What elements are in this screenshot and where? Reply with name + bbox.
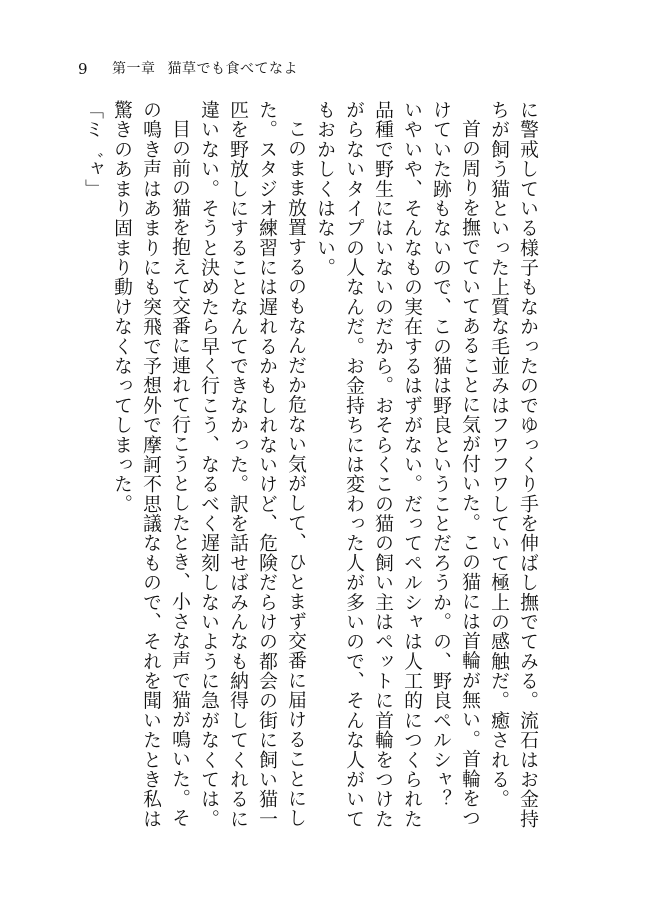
- chapter-title: 猫草でも食べてなよ: [167, 61, 298, 77]
- paragraph: 首の周りを撫でていてあることに気が付いた。この猫には首輪が無い。首輪をつけていた跡もないので、この猫は野良ということだろうか。の、野良ペルシャ？ いやいや、そんなもの実在するはずがない。だってペルシャは人工的につくられた品種で野生にはいないのだから。おそらくこの猫の飼い主はペットに首輪をつけたがらないタイプの人なんだ。お金持ちには変わった人が多いので、そんな人がいてもおかしくはない。: [314, 100, 480, 829]
- chapter-label: 第一章: [112, 61, 156, 77]
- paragraph: このまま放置するのもなんだか危ない気がして、ひとまず交番に届けることにした。スタジオ練習には遅れるかもしれないけど、危険だらけの都会の街に飼い猫一匹を野放しにすることなんてできなかった。訳を話せばみんなも納得してくれるに違いない。そうと決めたら早く行こう、なるべく遅刻しないように急がなくては。: [198, 100, 306, 829]
- page-number: 9: [78, 60, 88, 78]
- paragraph: に警戒している様子もなかったのでゆっくり手を伸ばし撫でてみる。流石はお金持ちが飼う猫といった上質な毛並みはフワフワしていて極上の感触だ。癒される。: [488, 100, 538, 829]
- paragraph: 目の前の猫を抱えて交番に連れて行こうとしたとき、小さな声で猫が鳴いた。その鳴き声はあまりにも突飛で予想外で摩訶不思議なもので、それを聞いたとき私は驚きのあまり固まり動けなくなってしまった。: [111, 100, 190, 829]
- vertical-text-body: [82, 100, 542, 842]
- running-header: [112, 62, 298, 76]
- dialogue-line: 「ミ゛ャ」: [82, 100, 103, 199]
